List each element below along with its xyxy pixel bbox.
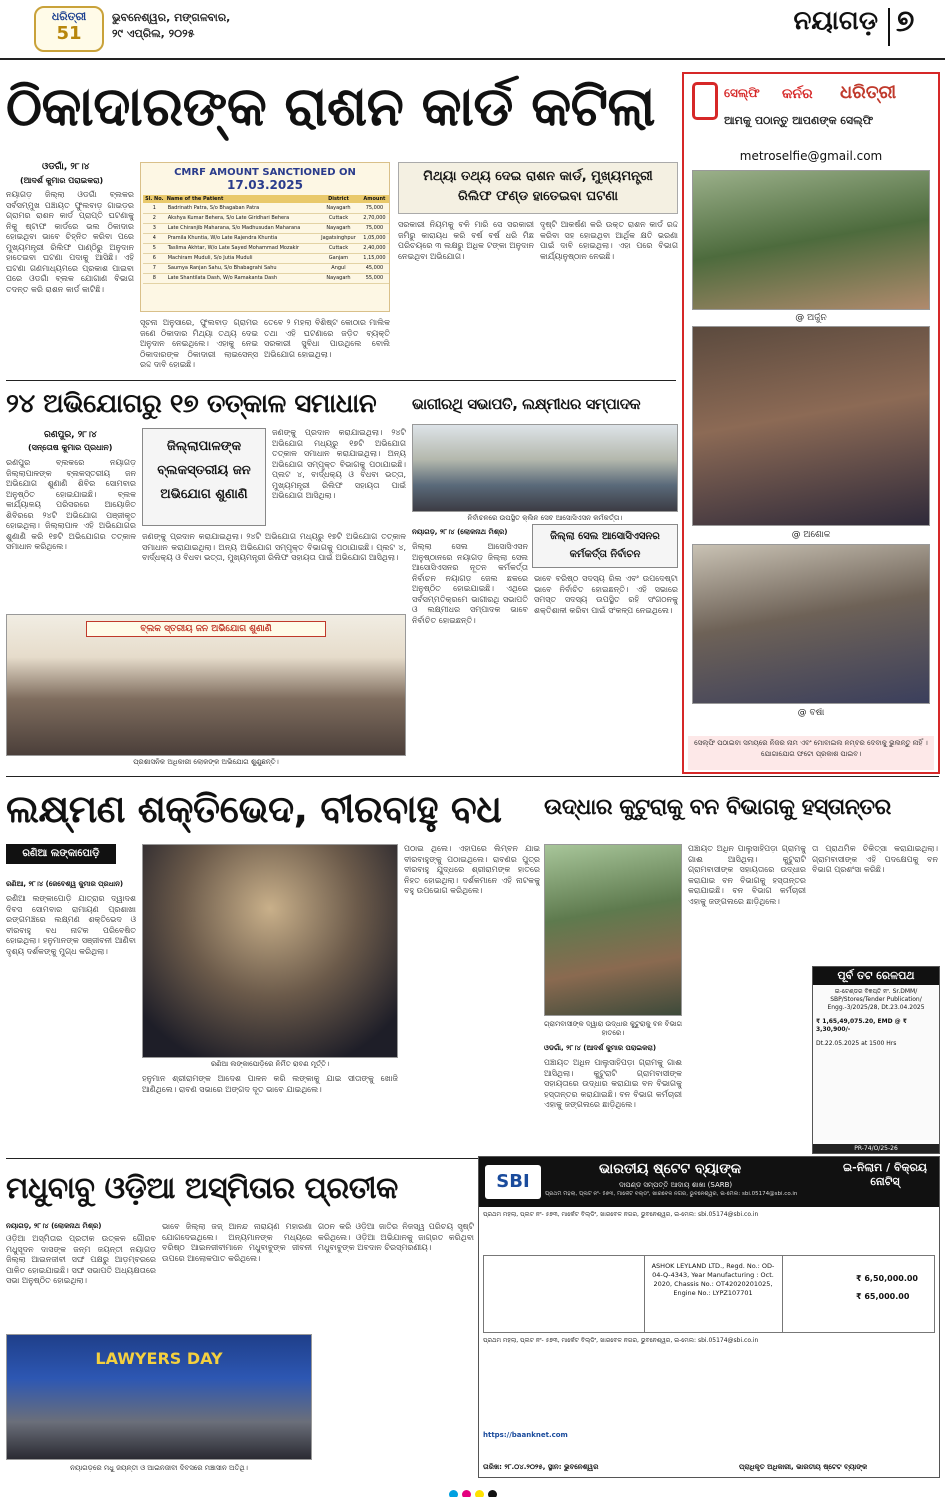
madhubabu-dateline: ନୟାଗଡ଼, ୨୮।୪ (ଲୋକନାଥ ମିଶ୍ର): [6, 1222, 102, 1230]
cmrf-cell: Angul: [331, 265, 346, 271]
cmrf-cell: Badrinath Patra, S/o Bhagaban Patra: [167, 204, 260, 211]
rule-2: [6, 776, 939, 777]
bhagirathi-caption: ନିର୍ବାଚନରେ ଉପସ୍ଥିତ କ୍ଲିନ ସେବ ଆସୋସିଏସନ କର୍ମକର୍ତ୍ତା।: [467, 514, 623, 522]
lead-byline: (ଆଦର୍ଶ କୁମାର ପରାଇକରା): [20, 176, 104, 185]
grievance-col1: ରଣପୁର ବ୍ଲକରେ ନୟାଗଡ଼ ଜିଲ୍ଲାପାଳଙ୍କ ବ୍ଲକସ୍ତରୀୟ ଜନ ଅଭିଯୋଗ ଶୁଣାଣି ଶିବିର ସୋମବାର ଅନୁଷ୍ଠିତ ହୋଇଯାଇଛି। ବ୍ଲକ କାର୍ଯ୍ୟାଳୟ ପରିସରରେ ଆୟୋଜିତ ଶିବିରରେ ୨୪ଟି ଅଭିଯୋଗ ପଞ୍ଜୀକୃତ ହୋଇଥିଲା। ଜିଲ୍ଲାପାଳ ଏହି ଅଭିଯୋଗର ଶୁଣାଣି କରି ୧୭ଟି ଅଭିଯୋଗର ତତ୍କାଳ ସମାଧାନ କରିଥିଲେ।: [6, 458, 136, 551]
cmrf-cell: Cuttack: [328, 245, 349, 251]
cmrf-cell: 2: [152, 215, 156, 221]
sbi-notice: [478, 1156, 940, 1478]
grievance-box: ଜିଲ୍ଲାପାଳଙ୍କ ବ୍ଲକସ୍ତରୀୟ ଜନ ଅଭିଯୋଗ ଶୁଣାଣି: [142, 428, 266, 526]
cmrf-header-row: Sl. No. Name of the Patient District Amount: [143, 195, 389, 203]
madhubabu-caption: ନୟାଗଡ଼ରେ ମଧୁ ଜୟନ୍ତୀ ଓ ଆଇନଜୀବୀ ଦିବସରେ ମଞ୍ଚାସୀନ ଅତିଥି।: [70, 1464, 248, 1472]
rule-1: [6, 380, 676, 381]
selfie-corner: [682, 72, 940, 774]
cmrf-date: 17.03.2025: [227, 178, 303, 192]
grievance-caption: ପ୍ରଶାସନିକ ଅଧିକାରୀ ଲୋକଙ୍କ ଅଭିଯୋଗ ଶୁଣୁଛନ୍ତି।: [133, 758, 279, 766]
masthead-rule: [0, 58, 945, 60]
bhagirathi-headline: ଭାଗୀରଥି ସଭାପତି, ଲକ୍ଷ୍ମୀଧର ସମ୍ପାଦକ: [412, 395, 641, 413]
ramlila-col2: ହନୁମାନ ଶ୍ରୀରାମଙ୍କ ଆଦେଶ ପାଳନ କରି ଲଙ୍କାକୁ ଯାଇ ସୀତାଙ୍କୁ ଖୋଜି ଆଣିଥିଲେ। ରାବଣ ସଭାରେ ଅଙ୍ଗଦ ଦୂତ ଭାବେ ଯାଇଥିଲେ।: [142, 1074, 398, 1094]
sbi-emd: ₹ 65,000.00: [856, 1292, 910, 1301]
cmrf-cell: Cuttack: [328, 215, 349, 221]
page-number: ୭: [896, 4, 915, 39]
cmrf-cell: 6: [152, 255, 156, 261]
sbi-name: ଭାରତୀୟ ଷ୍ଟେଟ ବ୍ୟାଙ୍କ: [599, 1161, 742, 1177]
tender-closing: Dt.22.05.2025 at 1500 Hrs: [816, 1040, 897, 1047]
lead-col1: ନୟାଗଡ଼ ଜିଲ୍ଲା ଓଡଗାଁ ବ୍ଲକର ସର୍ବସମ୍ମୁଖ ପଞ୍ଚାୟତ ଫୁଲବାଡ଼ ଗାଇଡ଼ର ଗ୍ରାମର ରାଶନ କାର୍ଡ ପ୍ରାପ୍ତି ଘଟଣାକୁ ନିକୁ ଷ୍ଟାଫ କାର୍ଡରେ ଭଲ ଠିକାଦାର ହୋଇଥିବା ଭାବେ ଚିହ୍ନିତ କରିବା ପରେ ମୁଖ୍ୟମନ୍ତ୍ରୀ ରିଲିଫ ପାଣ୍ଠିରୁ ଅନୁଦାନ ହାତେଇବା ଘଟଣା ପଦାକୁ ଆସିଛି। ଏହି ଘଟଣା ଗଣମାଧ୍ୟମରେ ପ୍ରକାଶ ପାଇବା ପରେ ଓଡଗାଁ ବ୍ଲକ ଯୋଗାଣ ବିଭାଗ ତଦନ୍ତ କରି ରାଶନ କାର୍ଡ କାଟିଛି।: [6, 190, 134, 294]
monkey-headline: ଉଦ୍ଧାର କୁଟୁରାକୁ ବନ ବିଭାଗକୁ ହସ୍ତାନ୍ତର: [544, 795, 891, 820]
tender-title: ପୂର୍ବ ତଟ ରେଳପଥ: [813, 967, 939, 985]
date-line: ଭୁବନେଶ୍ୱର, ମଙ୍ଗଳବାର, ୨୯ ଏପ୍ରିଲ, ୨୦୨୫: [112, 11, 231, 40]
tender-notice: [812, 966, 940, 1154]
cmrf-cell: Jagatsinghpur: [321, 235, 356, 241]
selfie-caption-2: @ ଅଶୋକ: [791, 530, 831, 540]
grievance-photo-banner: ବ୍ଲକ ସ୍ତରୀୟ ଜନ ଅଭିଯୋଗ ଶୁଣାଣି: [86, 621, 326, 637]
grievance-byline: (ସନ୍ତୋଷ କୁମାର ପ୍ରଧାନ): [28, 443, 113, 452]
ramlila-caption: ରଣିଆ ଲଙ୍କାପୋଡ଼ିରେ ନିର୍ମିତ ରାବଣ ମୂର୍ତ୍ତି।: [210, 1060, 330, 1068]
logo-badge: 51: [56, 23, 82, 44]
lead-dateline: ଓଡଗାଁ, ୨୮।୪: [42, 162, 90, 172]
cmrf-table: [140, 162, 390, 312]
cmrf-cell: 2,40,000: [363, 245, 386, 251]
sbi-terms: ପ୍ରଥମ ମହଲା, ପ୍ଲଟ ନଂ- ୫୭୩, ମାର୍କେଟ ବିଲ୍ଡିଂ, ଖାରବେଳ ନଗର, ଭୁବନେଶ୍ୱର, ଇ-ମେଲ: sbi.05174@sbi.co.in: [483, 1337, 759, 1344]
ramlila-headline: ଲକ୍ଷ୍ମଣ ଶକ୍ତିଭେଦ, ବୀରବାହୁ ବଧ: [6, 787, 502, 831]
cmrf-cell: Late Shantilata Dash, W/o Ramakanta Dash: [167, 275, 278, 281]
cmrf-cell: 5: [152, 245, 156, 251]
lead-subhead: ମିଥ୍ୟା ତଥ୍ୟ ଦେଇ ରାଶନ କାର୍ଡ, ମୁଖ୍ୟମନ୍ତ୍ରୀ ରିଲିଫ ଫଣ୍ଡ ହାତେଇବା ଘଟଣା: [423, 169, 653, 204]
sbi-vehicle: ASHOK LEYLAND LTD., Regd. No.: OD-04-Q-4343, Year Manufacturing : Oct. 2020, Chassis No.: OT42020201025, Engine No.: LYPZ107701: [651, 1262, 775, 1297]
bhagirathi-photo: [412, 424, 678, 512]
selfie-brand-3: ଧରିତ୍ରୀ: [840, 82, 897, 103]
selfie-tagline: ଆମକୁ ପଠାନ୍ତୁ ଆପଣଙ୍କ ସେଲ୍ଫି: [724, 114, 874, 127]
grievance-col2: ଜଣଙ୍କୁ ପ୍ରଦାନ କରାଯାଇଥିଲା। ୨୪ଟି ଅଭିଯୋଗ ମଧ୍ୟରୁ ୧୭ଟି ଅଭିଯୋଗ ତତ୍କାଳ ସମାଧାନ କରାଯାଇଥିଲା। ଅନ୍ୟ ଅଭିଯୋଗ ସମ୍ପୃକ୍ତ ବିଭାଗକୁ ପଠାଯାଇଛି। ପ୍ଲଟ ୪, ବାର୍ଦ୍ଧକ୍ୟ ଓ ବିଧବା ଭତ୍ତା, ମୁଖ୍ୟମନ୍ତ୍ରୀ ରିଲିଫ ସହାୟତା ପାଇଁ ଅଭିଯୋଗ ଆସିଥିଲା।: [142, 532, 406, 562]
cmrf-cell: Akshya Kumar Behera, S/o Late Giridhari Behera: [167, 215, 290, 221]
selfie-brand-2: କର୍ନର: [782, 86, 813, 102]
madhubabu-photo: [6, 1334, 312, 1460]
cmrf-cell: 75,000: [365, 225, 384, 231]
cmrf-cell: Saumya Ranjan Sahu, S/o Bhabagrahi Sahu: [167, 265, 277, 271]
cmrf-cell: 1,15,000: [363, 255, 386, 261]
cmrf-row: [143, 203, 389, 213]
monkey-col3: ପଞ୍ଚାୟତ ଅଧିନ ପାଲୁସାହିପଡ଼ା ଗ୍ରାମକୁ ଗାଈ ଆସିଥିଲା। କୁଟୁରାଟି ଗ୍ରାମବାସୀଙ୍କ ସହାୟତାରେ ଉଦ୍ଧାର କରାଯାଇ ବନ ବିଭାଗକୁ ହସ୍ତାନ୍ତର କରାଯାଇଛି। ବନ ବିଭାଗ କର୍ମଚାରୀ ଏହାକୁ ଜଙ୍ଗଲରେ ଛାଡ଼ିଥିଲେ।: [544, 1058, 682, 1109]
monkey-dateline: ଓଡଗାଁ, ୨୮।୪ (ଆଦର୍ଶ କୁମାର ପରାଇକରା): [544, 1044, 657, 1052]
cmrf-cell: 3: [152, 225, 156, 231]
lead-headline: ଠିକାଦାରଙ୍କ ରାଶନ କାର୍ଡ କଟିଲା: [6, 75, 655, 138]
bhagirathi-dateline: ନୟାଗଡ଼, ୨୮।୪ (ଲୋକନାଥ ମିଶ୍ର): [412, 528, 508, 536]
monkey-photo: [544, 844, 682, 1016]
sbi-header: [479, 1157, 939, 1207]
cmrf-cell: 4: [152, 235, 156, 241]
cmrf-row: [143, 223, 389, 233]
cmrf-cell: Ganjam: [328, 255, 349, 261]
lead-col3: ତେବେ ୨ ମହଲା ବିଶିଷ୍ଟ କୋଠାର ମାଲିକ ତଥା ଏହି ଘଟଣାରେ ଜଡ଼ିତ ବ୍ୟକ୍ତି ସରକାରୀ ସୁବିଧା ପାଉଥିଲେ ବୋଲି ଅଭିଯୋଗ ହୋଇଥିଲା।: [264, 318, 390, 359]
cmrf-title: CMRF AMOUNT SANCTIONED ON: [174, 167, 356, 178]
sbi-intro: ପ୍ରଥମ ମହଲା, ପ୍ଲଟ ନଂ- ୫୭୩, ମାର୍କେଟ ବିଲ୍ଡିଂ, ଖାରବେଳ ନଗର, ଭୁବନେଶ୍ୱର, ଇ-ମେଲ: sbi.05174@sbi.co.in: [483, 1211, 759, 1218]
grievance-photo: [6, 614, 406, 756]
ramlila-col3: ପଠାଇ ଥିଲେ। ଏହାପରେ ଲିମ୍ବନ ଯାଇ ବୀରବାହୁଙ୍କୁ ପଠାଇଥିଲେ। ରାବଣର ପୁତ୍ର ବୀରବାହୁ ଯୁଦ୍ଧରେ ଶ୍ରୀରାମଙ୍କ ହାତରେ ନିହତ ହୋଇଥିଲା। ଦର୍ଶକମାନେ ଏହି ନାଟକକୁ ବହୁ ଉପଭୋଗ କରିଥିଲେ।: [404, 844, 540, 895]
sbi-auction: ଇ-ନିଲାମ / ବିକ୍ରୟ ନୋଟିସ୍: [842, 1161, 927, 1188]
ramlila-dateline: ରଣିଆ, ୨୮।୪ (ଜେବେଶ୍ୱ କୁମାର ପ୍ରଧାନ): [6, 880, 124, 888]
selfie-photo-1: [692, 170, 930, 310]
section-title: ନୟାଗଡ଼: [793, 6, 878, 36]
selfie-photo-2: [692, 326, 930, 526]
cmrf-row: [143, 233, 389, 243]
tender-body: ଇ-ଟେଣ୍ଡର ବିଜ୍ଞପ୍ତି ନଂ. Sr.DMM/ SBP/Stores/Tender Publication/ Engg.-3/2025/28, Dt.23.04.2025: [827, 988, 925, 1011]
monkey-col2: ତା ପ୍ରାଥମିକ ଚିକିତ୍ସା କରାଯାଇଥିଲା। ଗ୍ରାମବାସୀଙ୍କ ଏହି ପଦକ୍ଷେପକୁ ବନ ବିଭାଗ ପ୍ରଶଂସା କରିଛି।: [812, 844, 938, 874]
cmrf-row: [143, 243, 389, 253]
monkey-col1: ପଞ୍ଚାୟତ ଅଧିନ ପାଲୁସାହିପଡ଼ା ଗ୍ରାମକୁ ଗାଈ ଆସିଥିଲା। କୁଟୁରାଟି ଗ୍ରାମବାସୀଙ୍କ ସହାୟତାରେ ଉଦ୍ଧାର କରାଯାଇ ବନ ବିଭାଗକୁ ହସ୍ତାନ୍ତର କରାଯାଇଛି। ବନ ବିଭାଗ କର୍ମଚାରୀ ଏହାକୁ ଜଙ୍ଗଲରେ ଛାଡ଼ିଥିଲେ।: [688, 844, 806, 906]
color-registration-marks: [0, 1484, 945, 1496]
cmrf-cell: 75,000: [365, 204, 384, 211]
cmrf-row: [143, 213, 389, 223]
sbi-logo: SBI: [485, 1165, 541, 1199]
grievance-col2b: ଜଣଙ୍କୁ ପ୍ରଦାନ କରାଯାଇଥିଲା। ୨୪ଟି ଅଭିଯୋଗ ମଧ୍ୟରୁ ୧୭ଟି ଅଭିଯୋଗ ତତ୍କାଳ ସମାଧାନ କରାଯାଇଥିଲା। ଅନ୍ୟ ଅଭିଯୋଗ ସମ୍ପୃକ୍ତ ବିଭାଗକୁ ପଠାଯାଇଛି। ପ୍ଲଟ ୪, ବାର୍ଦ୍ଧକ୍ୟ ଓ ବିଧବା ଭତ୍ତା, ମୁଖ୍ୟମନ୍ତ୍ରୀ ରିଲିଫ ସହାୟତା ପାଇଁ ଅଭିଯୋଗ ଆସିଥିଲା।: [272, 428, 406, 500]
madhubabu-col1: ଓଡ଼ିଆ ଅସ୍ମିତାର ପ୍ରତୀକ ଉତ୍କଳ ଗୌରବ ମଧୁସୂଦନ ଦାସଙ୍କ ଜନ୍ମ ଜୟନ୍ତୀ ନୟାଗଡ଼ ଜିଲ୍ଲା ଆଇନଜୀବୀ ସଙ୍ଘ ପକ୍ଷରୁ ଆଡ଼ମ୍ବରରେ ପାଳିତ ହୋଇଯାଇଛି। ସଙ୍ଘ ସଭାପତି ଅଧ୍ୟକ୍ଷତାରେ ସଭା ଅନୁଷ୍ଠିତ ହୋଇଥିଲା।: [6, 1234, 156, 1285]
madhubabu-headline: ମଧୁବାବୁ ଓଡ଼ିଆ ଅସ୍ମିତାର ପ୍ରତୀକ: [6, 1171, 398, 1206]
grievance-headline: ୨୪ ଅଭିଯୋଗରୁ ୧୭ ତତ୍କାଳ ସମାଧାନ: [6, 389, 377, 419]
madhubabu-photo-banner: LAWYERS DAY: [95, 1349, 223, 1368]
bhagirathi-col1: ଜିଲ୍ଲା ସେଲ ଆସୋସିଏସନ ଅନୁଷ୍ଠାନରେ ନୟାଗଡ଼ ଜିଲ୍ଲା ସେଲ ଆସୋସିଏସନର ନୂତନ କର୍ମକର୍ତ୍ତା ନିର୍ବାଚନ ନୟାଗଡ଼ ଜେଲ ଛକରେ ଅନୁଷ୍ଠିତ ହୋଇଯାଇଛି। ଏଥିରେ ସର୍ବସମ୍ମତିକ୍ରମେ ଭାଗୀରଥି ସଭାପତି ଓ ଲକ୍ଷ୍ମୀଧର ସମ୍ପାଦକ ଭାବେ ନିର୍ବାଚିତ ହୋଇଛନ୍ତି।: [412, 542, 528, 625]
madhubabu-col3: ଗଠନ କରି ଓଡ଼ିଆ ଜାତିର ନିଜସ୍ୱ ପରିଚୟ ସୃଷ୍ଟି କରିଥିଲେ। ଓଡ଼ିଆ ଅଭିଯାନକୁ ଜାଗ୍ରତ କରିଥିବା ମଧୁବାବୁଙ୍କ ଅବଦାନ ଚିରସ୍ମରଣୀୟ।: [318, 1222, 474, 1252]
cmrf-cell: 7: [152, 265, 156, 271]
logo-text: ଧରିତ୍ରୀ: [51, 10, 87, 23]
tender-amount: ₹ 1,65,49,075.20, EMD @ ₹ 3,30,900/-: [816, 1018, 907, 1033]
cmrf-cell: Nayagarh: [326, 275, 351, 281]
cmrf-row: [143, 273, 389, 283]
sbi-website[interactable]: https://baanknet.com: [483, 1431, 568, 1439]
ramlila-tag: ରଣିଆ ଲଙ୍କାପୋଡ଼ି: [6, 844, 116, 864]
selfie-caption-1: @ ଅର୍ଜୁନ: [795, 313, 827, 323]
cmrf-cell: 45,000: [365, 265, 384, 271]
cmrf-grid: [143, 195, 389, 284]
cmrf-cell: 1: [152, 204, 156, 211]
selfie-photo-3: [692, 544, 930, 704]
masthead-divider: [888, 8, 890, 46]
sbi-addr: ପ୍ରଥମ ମହଲା, ପ୍ଲଟ ନଂ- ୫୭୩, ମାର୍କେଟ ବିଲ୍ଡିଂ, ଖାରବେଳ ନଗର, ଭୁବନେଶ୍ୱର, ଇ-ମେଲ: sbi.05174@sbi.co.in: [545, 1191, 798, 1197]
grievance-dateline: ରଣପୁର, ୨୮।୪: [44, 430, 97, 440]
tender-code: PR-74/O/25-26: [813, 1144, 939, 1153]
selfie-footer: ସେଲ୍ଫି ପଠାଇବା ସମୟରେ ନିଜର ନାମ ଏବଂ ମୋବାଇଲ ନମ୍ବର ଦେବାକୁ ଭୁଲନ୍ତୁ ନାହିଁ । ଯୋଗାଯୋଗ ଫଟୋ ପ୍ରକାଶ ପାଇବ।: [688, 736, 934, 770]
phone-icon: [692, 82, 718, 120]
cmrf-cell: Machiram Muduli, S/o Jutia Muduli: [167, 255, 253, 261]
selfie-brand-1: ସେଲ୍ଫି: [724, 86, 760, 100]
cmrf-cell: 2,70,000: [363, 215, 386, 221]
sbi-sign: ପ୍ରାଧିକୃତ ଅଧିକାରୀ, ଭାରତୀୟ ଷ୍ଟେଟ ବ୍ୟାଙ୍କ: [739, 1463, 868, 1471]
cmrf-cell: 1,05,000: [363, 235, 386, 241]
sbi-footer: ତାରିଖ: ୨୮.୦୪.୨୦୨୫, ସ୍ଥାନ: ଭୁବନେଶ୍ୱର: [483, 1463, 599, 1471]
logo: [34, 6, 104, 52]
cmrf-cell: 55,000: [365, 275, 384, 281]
masthead: [0, 0, 945, 58]
selfie-email: metroselfie@gmail.com: [739, 149, 883, 163]
selfie-caption-3: @ ବର୍ଷା: [797, 708, 825, 718]
sbi-table: [483, 1255, 935, 1333]
monkey-caption: ଗ୍ରାମବାସୀଙ୍କ ଦ୍ୱାରା ଉଦ୍ଧାର କୁଟୁରାକୁ ବନ ବିଭାଗ ହାତରେ।: [544, 1020, 682, 1037]
cmrf-cell: Pramila Khuntia, W/o Late Rajendra Khuntia: [167, 235, 278, 241]
sbi-branch: ଦାପଣ୍ଡ ସମ୍ପତ୍ତି ଆଦାୟ ଶାଖା (SARB): [619, 1181, 733, 1189]
cmrf-cell: Late Chiranjib Maharana, S/o Madhusudan Maharana: [167, 225, 301, 231]
selfie-header: [684, 74, 938, 144]
lead-col2: ସୂଚନା ଅନୁସାରେ, ଫୁଲବାଡ଼ ଗ୍ରାମର ଜଣେ ଠିକାଦାର ମିଥ୍ୟା ତଥ୍ୟ ଦେଇ ଅନୁଦାନ ନେଇଥିଲେ। ଏହାକୁ ନେଇ ଠିକାଦାରଙ୍କ ଠିକାଦାରୀ ଲାଇସେନ୍ସ ରଦ୍ଦ ଦାବି ହୋଇଛି।: [140, 318, 258, 369]
sbi-reserve: ₹ 6,50,000.00: [856, 1274, 918, 1283]
lead-col5: ଦୃଷ୍ଟି ଆକର୍ଷଣ କରି ଉକ୍ତ ରାଶନ କାର୍ଡ ରଦ୍ଦ କରିବା ସହ ହୋଇଥିବା ଆର୍ଥିକ କ୍ଷତି ଭରଣା ପାଇଁ ଦାବି ହୋଇଥିଲା। ଏହା ପରେ ବିଭାଗ କାର୍ଯ୍ୟାନୁଷ୍ଠାନ ନେଇଛି।: [540, 220, 678, 261]
cmrf-row: [143, 253, 389, 263]
cmrf-cell: Taslima Akhtar, W/o Late Sayed Mohammad Mozakir: [167, 245, 299, 251]
lead-col4: ସରକାରୀ ନିୟମକୁ ବଳି ମାରି ସେ ସରକାରୀ ଜମିରୁ କାରାୟଧ କରି ବର୍ଷ ବର୍ଷ ଧରି ମିଛ ପରିଚୟରେ ୩ ଲକ୍ଷରୁ ଅଧିକ ଟଙ୍କା ଅନୁଦାନ ନେଇଥିବା ଅଭିଯୋଗ।: [398, 220, 534, 261]
sbi-table-divider-2: [782, 1256, 783, 1332]
madhubabu-col2: ଭାବେ ଜିଲ୍ଲା ଜଜ୍ ଆନନ୍ଦ ନାରାୟଣ ମହାରଣା ଯୋଗଦେଇଥିଲେ। ଅନ୍ୟମାନଙ୍କ ମଧ୍ୟରେ ବରିଷ୍ଠ ଆଇନଜୀବୀମାନେ ମଧୁବାବୁଙ୍କ ଜୀବନୀ ଉପରେ ଆଲୋକପାତ କରିଥିଲେ।: [162, 1222, 312, 1263]
cmrf-row: [143, 263, 389, 273]
ramlila-col1: ରଣିଆ ଲଙ୍କାପୋଡ଼ି ଯାତ୍ରାର ଦ୍ୱାଦଶ ଦିବସ ସୋମବାର ରାମାୟଣ ପ୍ରଶାଖା ରଙ୍ଗମଞ୍ଚରେ ଲକ୍ଷ୍ମଣ ଶକ୍ତିଭେଦ ଓ ବୀରବାହୁ ବଧ ନାଟକ ପରିବେଷିତ ହୋଇଥିଲା। ହନୁମାନଙ୍କ ସଞ୍ଜୀବନୀ ଆଣିବା ଦୃଶ୍ୟ ଦର୍ଶକଙ୍କୁ ମୁଗ୍ଧ କରିଥିଲା।: [6, 894, 136, 956]
cmrf-cell: Nayagarh: [326, 204, 351, 211]
bhagirathi-box: ଜିଲ୍ଲା ସେଲ ଆସୋସିଏସନର କର୍ମକର୍ତ୍ତା ନିର୍ବାଚନ: [532, 524, 678, 568]
sbi-table-divider: [644, 1256, 645, 1332]
lead-subhead-box: [398, 162, 678, 214]
ramlila-photo: [142, 844, 398, 1058]
bhagirathi-col2: ଭାବେ ବରିଷ୍ଠ ସଦସ୍ୟ ରିଲ ଏବଂ ଉପଦେଷ୍ଟା ଭାବେ ନିର୍ବାଚିତ ହୋଇଛନ୍ତି। ଏହି ସଭାରେ ସମସ୍ତ ସଦସ୍ୟ ଉପସ୍ଥିତ ରହି ସଂଗଠନକୁ ଶକ୍ତିଶାଳୀ କରିବା ପାଇଁ ସଂକଳ୍ପ ନେଇଥିଲେ।: [534, 574, 678, 615]
cmrf-cell: Nayagarh: [326, 225, 351, 231]
cmrf-cell: 8: [152, 275, 156, 281]
